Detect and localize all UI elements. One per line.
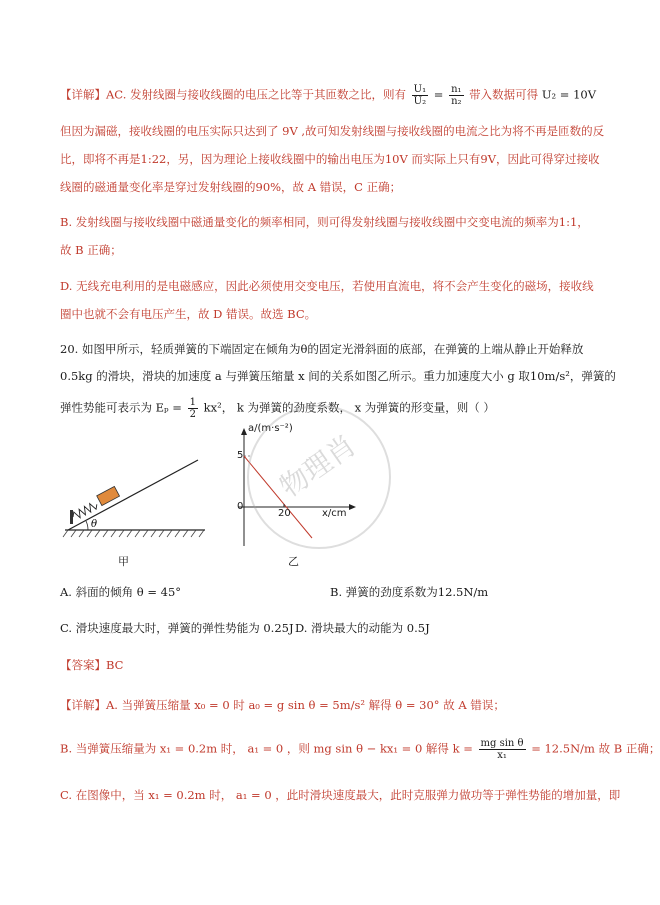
tick-label-0: 0 bbox=[237, 501, 244, 512]
frac-den: U₂ bbox=[413, 96, 427, 107]
caption-jia: 甲 bbox=[118, 555, 129, 568]
fraction-half bbox=[188, 397, 198, 420]
explanation-b bbox=[60, 738, 660, 761]
explanation-d-line1: D. 无线充电利用的是电磁感应，因此必须使用交变电压，若使用直流电，将不会产生变化的磁场，接收线 bbox=[60, 279, 594, 293]
text: B. 当弹簧压缩量为 x₁ = 0.2m 时， a₁ = 0 ，则 mg sin θ − kx₁ = 0 解得 k = bbox=[60, 741, 473, 756]
text: 带入数据可得 bbox=[469, 87, 539, 102]
frac-num: U₁ bbox=[413, 84, 427, 95]
text: 弹性势能可表示为 Eₚ = bbox=[60, 400, 182, 415]
fraction-n bbox=[449, 84, 463, 107]
answer-label: 【答案】BC bbox=[60, 658, 124, 672]
explanation-ac-line4: 线圈的磁通量变化率是穿过发射线圈的90%，故 A 错误，C 正确； bbox=[60, 180, 402, 194]
formula: U₂ = 10V bbox=[541, 87, 597, 102]
tick-label-5: 5 bbox=[237, 450, 244, 461]
explanation-d-line2: 圈中也就不会有电压产生，故 D 错误。故选 BC。 bbox=[60, 307, 317, 321]
theta-label: θ bbox=[91, 519, 98, 530]
fraction-u bbox=[412, 84, 428, 107]
explanation-c: C. 在图像中，当 x₁ = 0.2m 时， a₁ = 0 ，此时滑块速度最大，此时克服弹力做功等于弹性势能的增加量，即 bbox=[60, 788, 621, 802]
frac-den: n₂ bbox=[451, 96, 462, 107]
frac-num: n₁ bbox=[451, 84, 462, 95]
x-axis-label: x/cm bbox=[322, 508, 347, 519]
frac-den: x₁ bbox=[497, 750, 507, 761]
y-axis-arrow bbox=[241, 428, 247, 435]
text: 【详解】AC. 发射线圈与接收线圈的电压之比等于其匝数之比，则有 bbox=[60, 87, 407, 102]
equals: = bbox=[433, 87, 444, 102]
frac-den: 2 bbox=[189, 409, 196, 420]
y-axis-label: a/(m·s⁻²) bbox=[248, 423, 293, 434]
tick-label-20: 20 bbox=[278, 508, 291, 519]
text: kx²， k 为弹簧的劲度系数， x 为弹簧的形变量，则（ ） bbox=[203, 400, 495, 415]
caption-yi: 乙 bbox=[288, 555, 299, 568]
incline-line bbox=[68, 460, 198, 530]
frac-num: 1 bbox=[189, 397, 196, 408]
watermark-text: 物理肖 bbox=[273, 428, 362, 504]
explanation-b-line1: B. 发射线圈与接收线圈中磁通量变化的频率相同，则可得发射线圈与接收线圈中交变电流的频率为1:1， bbox=[60, 215, 589, 229]
text: = 12.5N/m 故 B 正确； bbox=[531, 741, 660, 756]
spring bbox=[71, 501, 99, 521]
explanation-a: 【详解】A. 当弹簧压缩量 x₀ = 0 时 a₀ = g sin θ = 5m/s² 解得 θ = 30° 故 A 错误； bbox=[60, 698, 505, 712]
option-c: C. 滑块速度最大时，弹簧的弹性势能为 0.25J bbox=[60, 621, 294, 635]
wall-block bbox=[70, 510, 73, 524]
figure-incline bbox=[60, 455, 220, 550]
explanation-ac-line2: 但因为漏磁，接收线圈的电压实际只达到了 9V ,故可知发射线圈与接收线圈的电流之比为将不再是匝数的反 bbox=[60, 124, 605, 138]
question-20-line1: 20. 如图甲所示，轻质弹簧的下端固定在倾角为θ的固定光滑斜面的底部，在弹簧的上端从静止开始释放 bbox=[60, 342, 584, 356]
fraction-k bbox=[479, 738, 526, 761]
explanation-ac-line1 bbox=[60, 84, 596, 107]
option-b: B. 弹簧的劲度系数为12.5N/m bbox=[330, 585, 489, 599]
explanation-ac-line3: 比，即将不再是1:22，另，因为理论上接收线圈中的输出电压为10V 而实际上只有9V，因此可得穿过接收 bbox=[60, 152, 600, 166]
ground-hatch bbox=[63, 530, 204, 537]
option-d: D. 滑块最大的动能为 0.5J bbox=[295, 621, 430, 635]
explanation-b-line2: 故 B 正确； bbox=[60, 243, 122, 257]
angle-arc bbox=[86, 521, 88, 530]
slider-block bbox=[97, 486, 120, 505]
question-20-line2: 0.5kg 的滑块，滑块的加速度 a 与弹簧压缩量 x 间的关系如图乙所示。重力加速度大小 g 取10m/s²，弹簧的 bbox=[60, 369, 616, 383]
option-a: A. 斜面的倾角 θ = 45° bbox=[60, 585, 182, 599]
frac-num: mg sin θ bbox=[480, 738, 524, 749]
